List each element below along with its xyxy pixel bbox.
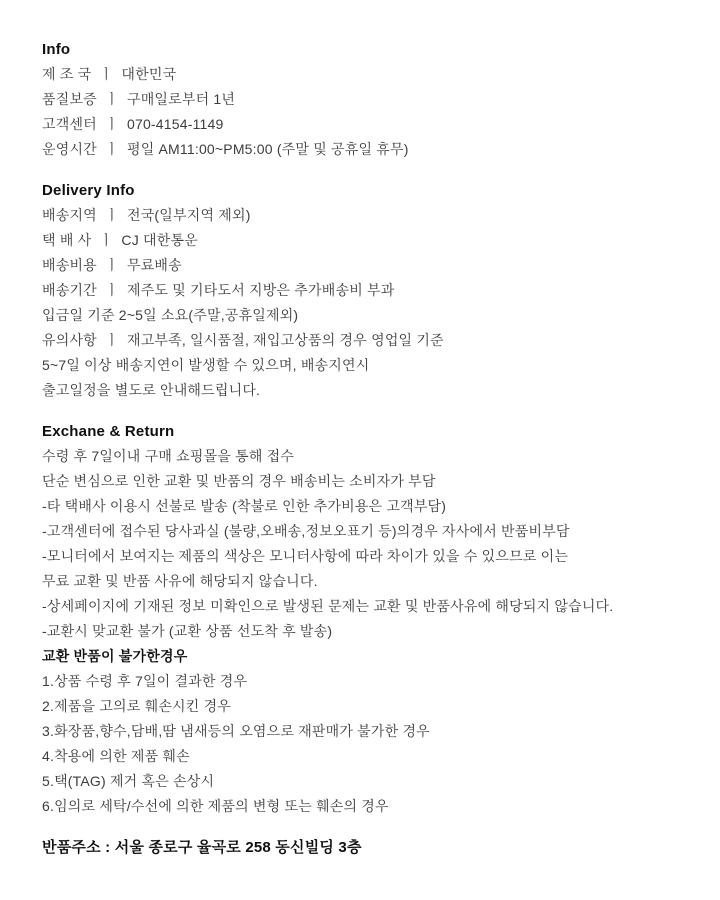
info-line-manufacturer: 제 조 국 ㅣ 대한민국 bbox=[42, 66, 177, 82]
info-line-customer-center: 고객센터 ㅣ 070-4154-1149 bbox=[42, 116, 224, 132]
exchange-line-monitor-color: -모니터에서 보여지는 제품의 색상은 모니터사항에 따라 차이가 있을 수 있으므로 이는 bbox=[42, 548, 569, 564]
delivery-line-period-cont: 입금일 기준 2~5일 소요(주말,공휴일제외) bbox=[42, 307, 299, 323]
impossible-case-2: 2.제품을 고의로 훼손시킨 경우 bbox=[42, 698, 232, 714]
section-exchange-return bbox=[42, 419, 692, 819]
exchange-line-monitor-color-cont: 무료 교환 및 반품 사유에 해당되지 않습니다. bbox=[42, 573, 318, 589]
info-line-hours: 운영시간 ㅣ 평일 AM11:00~PM5:00 (주말 및 공휴일 휴무) bbox=[42, 141, 409, 157]
return-address: 반품주소 : 서울 종로구 율곡로 258 동신빌딩 3층 bbox=[42, 839, 362, 856]
section-exchange-heading: Exchane & Return bbox=[42, 423, 175, 440]
delivery-line-region: 배송지역 ㅣ 전국(일부지역 제외) bbox=[42, 207, 251, 223]
delivery-line-fee: 배송비용 ㅣ 무료배송 bbox=[42, 257, 182, 273]
delivery-line-notice-cont-2: 출고일정을 별도로 안내해드립니다. bbox=[42, 382, 261, 398]
section-info-heading: Info bbox=[42, 41, 71, 58]
delivery-line-courier: 택 배 사 ㅣ CJ 대한통운 bbox=[42, 232, 198, 248]
delivery-line-period: 배송기간 ㅣ 제주도 및 기타도서 지방은 추가배송비 부과 bbox=[42, 282, 395, 298]
exchange-line-other-courier: -타 택배사 이용시 선불로 발송 (착불로 인한 추가비용은 고객부담) bbox=[42, 498, 447, 514]
impossible-case-6: 6.임의로 세탁/수선에 의한 제품의 변형 또는 훼손의 경우 bbox=[42, 798, 389, 814]
section-info bbox=[42, 37, 692, 162]
exchange-line-change-of-mind: 단순 변심으로 인한 교환 및 반품의 경우 배송비는 소비자가 부담 bbox=[42, 473, 436, 489]
exchange-line-detail-page: -상세페이지에 기재된 정보 미확인으로 발생된 문제는 교환 및 반품사유에 해당되지 않습니다. bbox=[42, 598, 614, 614]
delivery-line-notice-cont-1: 5~7일 이상 배송지연이 발생할 수 있으며, 배송지연시 bbox=[42, 357, 370, 373]
impossible-case-1: 1.상품 수령 후 7일이 결과한 경우 bbox=[42, 673, 248, 689]
exchange-line-company-fault: -고객센터에 접수된 당사과실 (불량,오배송,정보오표기 등)의경우 자사에서 반품비부담 bbox=[42, 523, 570, 539]
exchange-impossible-subheading: 교환 반품이 불가한경우 bbox=[42, 648, 188, 664]
exchange-line-receipt: 수령 후 7일이내 구매 쇼핑몰을 통해 접수 bbox=[42, 448, 295, 464]
info-line-warranty: 품질보증 ㅣ 구매일로부터 1년 bbox=[42, 91, 236, 107]
section-delivery-info bbox=[42, 178, 692, 403]
delivery-line-notice: 유의사항 ㅣ 재고부족, 일시품절, 재입고상품의 경우 영업일 기준 bbox=[42, 332, 444, 348]
impossible-case-3: 3.화장품,향수,담배,땀 냄새등의 오염으로 재판매가 불가한 경우 bbox=[42, 723, 430, 739]
exchange-line-no-swap: -교환시 맞교환 불가 (교환 상품 선도착 후 발송) bbox=[42, 623, 333, 639]
impossible-case-5: 5.택(TAG) 제거 혹은 손상시 bbox=[42, 773, 215, 789]
impossible-case-4: 4.착용에 의한 제품 훼손 bbox=[42, 748, 190, 764]
section-delivery-heading: Delivery Info bbox=[42, 182, 135, 199]
